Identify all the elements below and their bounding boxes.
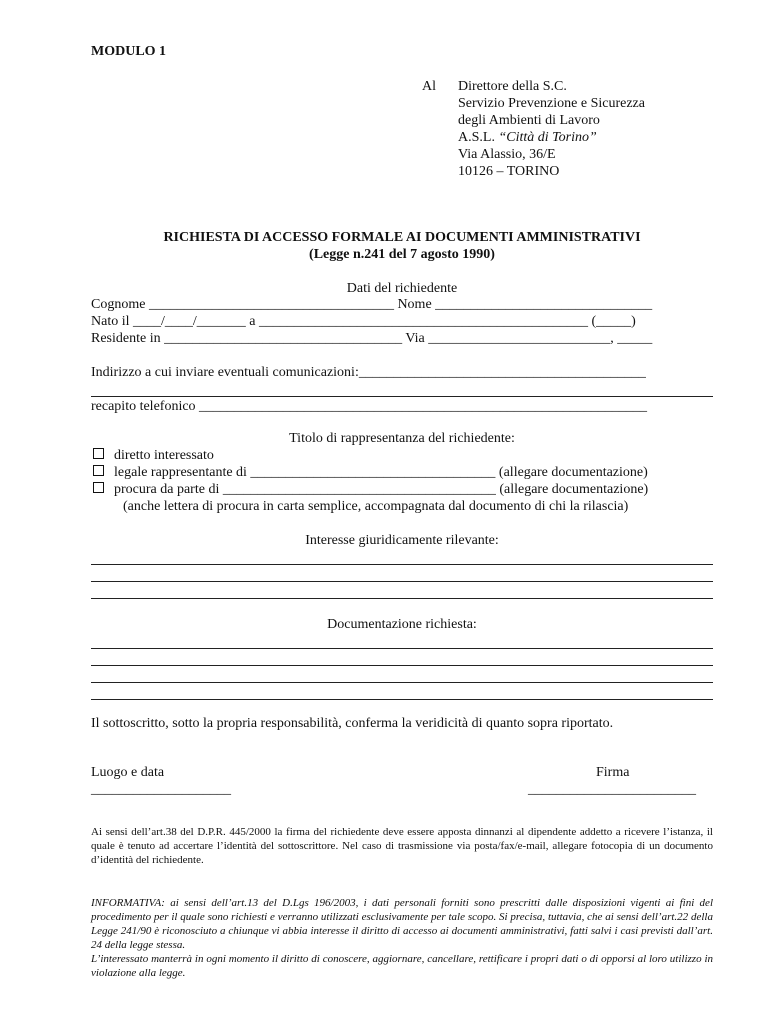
form-label: MODULO 1 <box>91 44 167 59</box>
document-subtitle: (Legge n.241 del 7 agosto 1990) <box>309 247 495 262</box>
option-label: legale rappresentante di ___________________________________ (allegare documentazione) <box>114 465 648 480</box>
blank-line[interactable] <box>91 581 713 582</box>
option-label: diretto interessato <box>114 448 214 463</box>
section-heading-interest: Interesse giuridicamente rilevante: <box>305 533 499 548</box>
signature-notice: Ai sensi dell’art.38 del D.P.R. 445/2000 la firma del richiedente deve essere apposta dinnanzi al dipendente addetto a ricevere l’istanza, il quale è tenuto ad accertare l’identità del sottoscrittore. Nel caso di trasmissione via posta/fax/e-mail, allegare fotocopia di un documento d’identità del richiedente. <box>91 826 713 866</box>
blank-line[interactable] <box>91 648 713 649</box>
recipient-line: Servizio Prevenzione e Sicurezza <box>458 96 645 111</box>
privacy-rights-text: L’interessato manterrà in ogni momento il diritto di conoscere, aggiornare, cancellare, rettificare i propri dati o di opporsi al loro utilizzo in violazione alla legge. <box>91 953 713 979</box>
option-direct[interactable] <box>93 448 214 464</box>
phone-field[interactable]: recapito telefonico ________________________________________________________________ <box>91 399 648 414</box>
checkbox[interactable] <box>93 482 104 493</box>
place-date-label: Luogo e data <box>91 765 165 780</box>
checkbox[interactable] <box>93 465 104 476</box>
privacy-notice <box>91 896 713 980</box>
place-date-line[interactable]: ____________________ <box>91 782 231 797</box>
blank-line[interactable] <box>91 665 713 666</box>
blank-line[interactable] <box>91 564 713 565</box>
blank-line[interactable] <box>91 699 713 700</box>
signature-label: Firma <box>596 765 630 780</box>
recipient-line: Direttore della S.C. <box>458 79 567 94</box>
section-heading-representation: Titolo di rappresentanza del richiedente: <box>289 431 515 446</box>
signature-line[interactable]: ________________________ <box>528 782 696 797</box>
residence-field[interactable]: Residente in __________________________________ Via __________________________, _____ <box>91 331 653 346</box>
recipient-prefix: Al <box>422 79 436 94</box>
section-heading-documentation: Documentazione richiesta: <box>327 617 477 632</box>
privacy-notice-text: INFORMATIVA: ai sensi dell’art.13 del D.Lgs 196/2003, i dati personali forniti sono prescritti dalle disposizioni vigenti ai fini del procedimento per il quale sono richiesti e verranno utilizzati esclusivamente per tale scopo. Si precisa, tuttavia, che ai sensi dell’art.22 della Legge 241/90 è riconosciuto a chiunque vi abbia interesse il diritto di accesso ai documenti amministrativi, fatti salvi i casi previsti dall’art. 24 della legge stessa. <box>91 897 713 951</box>
recipient-line <box>458 130 597 146</box>
option-label: procura da parte di _______________________________________ (allegare documentazione) <box>114 482 649 497</box>
blank-line[interactable] <box>91 682 713 683</box>
blank-line[interactable] <box>91 598 713 599</box>
birth-field[interactable]: Nato il ____/____/_______ a _______________________________________________ (_____) <box>91 314 636 329</box>
recipient-line: 10126 – TORINO <box>458 164 560 179</box>
recipient-line: degli Ambienti di Lavoro <box>458 113 600 128</box>
recipient-city-name: “Città di Torino” <box>498 130 597 145</box>
recipient-asl: A.S.L. <box>458 130 495 145</box>
section-heading-applicant: Dati del richiedente <box>346 281 458 296</box>
option-proxy[interactable] <box>93 482 648 498</box>
cognome-nome-field[interactable]: Cognome ___________________________________ Nome _______________________________ <box>91 297 653 312</box>
option-legal-rep[interactable] <box>93 465 648 481</box>
proxy-note: (anche lettera di procura in carta semplice, accompagnata dal documento di chi la rilascia) <box>123 499 629 514</box>
declaration-text: Il sottoscritto, sotto la propria responsabilità, conferma la veridicità di quanto sopra riportato. <box>91 716 614 731</box>
checkbox[interactable] <box>93 448 104 459</box>
blank-line[interactable] <box>91 396 713 397</box>
address-field[interactable]: Indirizzo a cui inviare eventuali comunicazioni:_________________________________________ <box>91 365 646 380</box>
document-title: RICHIESTA DI ACCESSO FORMALE AI DOCUMENTI AMMINISTRATIVI <box>163 230 641 245</box>
recipient-line: Via Alassio, 36/E <box>458 147 556 162</box>
